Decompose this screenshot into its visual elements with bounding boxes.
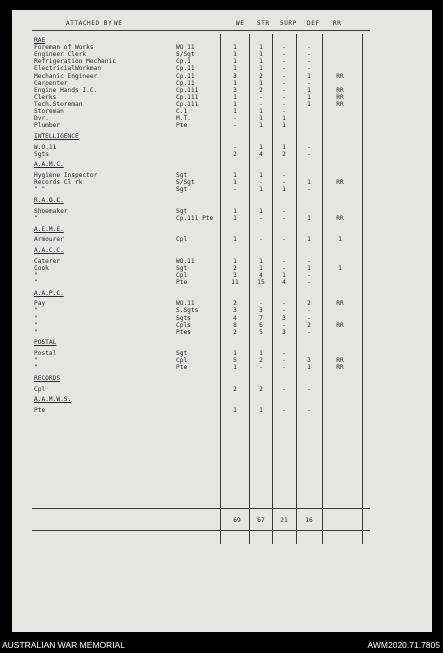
row-we: 1 (233, 207, 237, 215)
row-rank: Sgt (176, 207, 188, 215)
row-we: 1 (233, 214, 237, 222)
row-surp: - (282, 300, 286, 308)
row-trade: Mechanic Engineer (34, 72, 98, 80)
row-trade: Records Cl rk (34, 179, 83, 187)
header-rr: RR (333, 20, 342, 27)
row-surp: - (282, 179, 286, 187)
row-def: - (307, 79, 311, 87)
row-we: - (233, 115, 237, 123)
row-surp: - (282, 86, 286, 94)
row-rr: RR (336, 86, 344, 94)
row-we: 1 (233, 172, 237, 180)
row-str: 1 (259, 143, 263, 151)
row-rank: Sgt (176, 264, 188, 272)
row-we: 3 (233, 72, 237, 80)
section-heading: R.A.O.C. (34, 197, 64, 204)
row-trade: Pay (34, 300, 46, 308)
row-surp: - (282, 407, 286, 415)
row-we: 1 (233, 79, 237, 87)
row-trade: W.O.11 (34, 143, 57, 151)
row-rank: Sgts (176, 314, 191, 322)
row-trade: Carpenter (34, 79, 68, 87)
section-heading: INTELLIGENCE (34, 132, 79, 140)
row-rank: C.1 (176, 108, 188, 115)
row-trade: Engineer Clerk (34, 51, 87, 59)
row-def: - (307, 65, 311, 73)
row-rr: RR (336, 214, 344, 222)
row-trade: Shoemaker (34, 207, 68, 215)
row-rr: 1 (338, 236, 342, 244)
row-def: 1 (307, 264, 311, 272)
header-we: WE (236, 20, 245, 27)
row-str: 6 (259, 321, 263, 329)
row-trade: Tech.Storeman (34, 100, 83, 108)
row-str: 4 (259, 150, 263, 158)
row-we: 1 (233, 58, 237, 66)
header-surp: SURP (280, 20, 297, 27)
row-rank: Pte (176, 122, 188, 130)
row-trade: ElectricialWorkman (34, 65, 102, 73)
row-str: 1 (259, 58, 263, 66)
row-rank: Cp.11 (176, 65, 195, 73)
header-def: DEF (307, 20, 320, 27)
section-heading: A.A.M.W.S. (34, 396, 72, 404)
row-surp: 1 (282, 122, 286, 130)
row-str: 1 (259, 257, 263, 265)
row-we: 2 (233, 300, 237, 308)
row-surp: - (282, 172, 286, 180)
row-str: 3 (259, 307, 263, 315)
row-surp: 1 (282, 143, 286, 151)
row-def: - (307, 44, 311, 52)
header-str: STR (257, 20, 270, 27)
row-str: 2 (259, 357, 263, 365)
row-rank: WO.11 (176, 300, 195, 308)
row-surp: - (282, 207, 286, 215)
row-def: 1 (307, 93, 311, 101)
row-surp: 4 (282, 278, 286, 286)
row-rank: WO 11 (176, 44, 195, 52)
row-we: 1 (233, 65, 237, 73)
row-surp: - (282, 357, 286, 365)
row-we: 1 (233, 407, 237, 415)
row-str: 1 (259, 407, 263, 415)
row-str: 2 (259, 72, 263, 80)
row-we: 3 (233, 86, 237, 94)
total-we: 69 (233, 517, 241, 524)
row-surp: - (282, 79, 286, 87)
row-trade: Refrigeration Mechanic (34, 58, 116, 66)
row-surp: - (282, 257, 286, 265)
bottom-rule (32, 530, 370, 531)
row-def: - (307, 328, 311, 336)
row-trade: " (34, 357, 38, 365)
row-surp: 1 (282, 186, 286, 194)
row-surp: 1 (282, 115, 286, 123)
row-def: 2 (307, 300, 311, 308)
row-surp: - (282, 364, 286, 372)
row-rank: Pte (176, 364, 188, 372)
row-we: 1 (233, 44, 237, 52)
row-rank: Ptes (176, 328, 191, 336)
row-str: 1 (259, 264, 263, 272)
row-def: - (307, 271, 311, 279)
section-heading: RAE (34, 37, 46, 44)
footer-bar (0, 636, 443, 653)
row-str: - (259, 236, 263, 244)
row-def: 1 (307, 86, 311, 94)
row-str: 1 (259, 172, 263, 180)
row-rank: Sgt (176, 186, 188, 194)
row-trade: " (34, 278, 38, 286)
row-rank: WO.11 (176, 257, 195, 265)
row-surp: 1 (282, 271, 286, 279)
row-rank: Cp.11 (176, 79, 195, 87)
row-rank: Cpl (176, 236, 188, 244)
row-surp: 2 (282, 150, 286, 158)
section-heading: RECORDS (34, 375, 61, 382)
row-def: 1 (307, 179, 311, 187)
row-trade: Engine Hands I.C. (34, 86, 98, 94)
row-def: - (307, 307, 311, 315)
section-heading: A.A.M.C. (34, 161, 64, 169)
total-surp: 21 (280, 517, 288, 524)
row-str: 1 (259, 65, 263, 73)
row-rank: Cp.111 (176, 100, 199, 108)
row-surp: 3 (282, 328, 286, 336)
row-surp: - (282, 72, 286, 80)
column-rule (220, 34, 221, 544)
row-def: - (307, 257, 311, 265)
footer-accession: AWM2020.71.7805 (367, 640, 440, 650)
row-str: - (259, 300, 263, 308)
row-str: 5 (259, 328, 263, 336)
row-trade: " (34, 314, 38, 322)
row-rr: RR (336, 179, 344, 187)
row-we: 4 (233, 314, 237, 322)
row-rr: RR (336, 100, 344, 108)
header-wb: WE (114, 20, 123, 27)
row-trade: Sgts (34, 150, 49, 158)
row-rank: Pte (176, 278, 188, 286)
row-surp: - (282, 65, 286, 73)
row-str: 1 (259, 186, 263, 194)
row-rank: Cpls (176, 321, 191, 329)
row-surp: - (282, 108, 286, 115)
row-str: 2 (259, 385, 263, 393)
row-rr: RR (336, 357, 344, 365)
row-def: 2 (307, 321, 311, 329)
row-trade: " (34, 214, 38, 222)
row-str: 1 (259, 108, 263, 115)
row-def: - (307, 314, 311, 322)
row-we: - (233, 122, 237, 130)
row-we: 2 (233, 264, 237, 272)
row-def: - (307, 385, 311, 393)
column-rule (249, 34, 250, 544)
column-rule (362, 34, 363, 544)
row-surp: - (282, 44, 286, 52)
row-def: - (307, 143, 311, 151)
row-str: 1 (259, 207, 263, 215)
row-rr: RR (336, 364, 344, 372)
row-rank: Cp.111 Pte (176, 214, 214, 222)
row-rank: Cp.1 (176, 58, 191, 66)
row-rank: S.Sgts (176, 307, 199, 315)
row-we: 1 (233, 236, 237, 244)
row-def: - (307, 51, 311, 59)
row-surp: - (282, 264, 286, 272)
row-we: 11 (231, 278, 239, 286)
row-str: 4 (259, 271, 263, 279)
row-str: 1 (259, 350, 263, 358)
row-str: 2 (259, 86, 263, 94)
row-rank: Cp.111 (176, 93, 199, 101)
column-rule (272, 34, 273, 544)
row-we: 1 (233, 179, 237, 187)
row-trade: Armourer (34, 236, 64, 244)
row-we: 1 (233, 257, 237, 265)
row-trade: Foreman of Works (34, 44, 94, 52)
row-str: - (259, 214, 263, 222)
row-rank: Cp.11 (176, 72, 195, 80)
row-trade: Plumber (34, 122, 61, 130)
row-rank: Cpl (176, 271, 188, 279)
row-trade: Caterer (34, 257, 61, 265)
row-rr: RR (336, 300, 344, 308)
section-heading: A.A.P.C. (34, 289, 64, 297)
row-str: 1 (259, 79, 263, 87)
row-str: - (259, 364, 263, 372)
row-rank: Sgt (176, 172, 188, 180)
row-trade: Postal (34, 350, 57, 358)
row-we: - (233, 186, 237, 194)
row-we: 1 (233, 93, 237, 101)
row-trade: " (34, 307, 38, 315)
row-str: 1 (259, 44, 263, 52)
header-attached-by: ATTACHED BY (66, 20, 113, 27)
section-heading: A.E.M.E. (34, 225, 64, 233)
row-we: 1 (233, 100, 237, 108)
row-def: 1 (307, 214, 311, 222)
row-def: - (307, 407, 311, 415)
row-trade: Dvr. (34, 115, 49, 123)
row-surp: - (282, 321, 286, 329)
row-str: - (259, 100, 263, 108)
footer-institution: AUSTRALIAN WAR MEMORIAL (2, 640, 125, 650)
header-rule (32, 30, 370, 31)
row-def: - (307, 150, 311, 158)
row-str: 15 (257, 278, 265, 286)
row-rank: Cpl (176, 357, 188, 365)
row-rank: M.T. (176, 115, 191, 123)
row-trade: Cook (34, 264, 49, 272)
row-rr: RR (336, 72, 344, 80)
row-str: - (259, 93, 263, 101)
row-we: 1 (233, 51, 237, 59)
row-surp: - (282, 58, 286, 66)
row-we: 8 (233, 321, 237, 329)
row-trade: Storeman (34, 108, 64, 115)
row-we: 1 (233, 350, 237, 358)
row-rr: RR (336, 321, 344, 329)
row-trade: " (34, 328, 38, 336)
row-rank: S/Sgt (176, 179, 195, 187)
row-surp: - (282, 93, 286, 101)
row-trade: " " (34, 186, 46, 194)
column-rule (322, 34, 323, 544)
section-heading: A.A.C.C. (34, 246, 64, 254)
row-trade: Hygiene Inspector (34, 172, 98, 180)
row-surp: - (282, 236, 286, 244)
total-rule (32, 508, 370, 509)
row-str: 1 (259, 115, 263, 123)
row-we: 3 (233, 271, 237, 279)
row-surp: 3 (282, 314, 286, 322)
row-def: 3 (307, 357, 311, 365)
document-page (12, 10, 432, 632)
row-surp: - (282, 350, 286, 358)
row-surp: - (282, 385, 286, 393)
row-surp: - (282, 51, 286, 59)
row-def: 1 (307, 236, 311, 244)
row-rank: S/Sgt (176, 51, 195, 59)
row-def: 1 (307, 364, 311, 372)
row-def: - (307, 278, 311, 286)
row-str: 1 (259, 51, 263, 59)
row-trade: Pte (34, 407, 46, 415)
row-def: - (307, 186, 311, 194)
row-we: - (233, 143, 237, 151)
row-str: 1 (259, 122, 263, 130)
row-def: - (307, 58, 311, 66)
row-we: 2 (233, 385, 237, 393)
row-surp: - (282, 100, 286, 108)
row-rank: Cp.111 (176, 86, 199, 94)
row-trade: " (34, 321, 38, 329)
row-rr: RR (336, 93, 344, 101)
row-trade: Cpl (34, 385, 46, 393)
row-surp: - (282, 214, 286, 222)
row-str: - (259, 179, 263, 187)
row-we: 2 (233, 328, 237, 336)
row-str: 7 (259, 314, 263, 322)
row-surp: - (282, 307, 286, 315)
row-trade: Clerks (34, 93, 57, 101)
total-def: 16 (305, 517, 313, 524)
row-we: 3 (233, 307, 237, 315)
row-rank: Sgt (176, 350, 188, 358)
column-rule (296, 34, 297, 544)
row-we: 1 (233, 364, 237, 372)
row-trade: " (34, 364, 38, 372)
section-heading: POSTAL (34, 339, 57, 347)
row-we: 1 (233, 108, 237, 115)
total-str: 67 (257, 517, 265, 524)
row-we: 2 (233, 150, 237, 158)
row-rr: 1 (338, 264, 342, 272)
row-def: 1 (307, 72, 311, 80)
row-trade: " (34, 271, 38, 279)
row-def: 1 (307, 100, 311, 108)
row-we: 5 (233, 357, 237, 365)
